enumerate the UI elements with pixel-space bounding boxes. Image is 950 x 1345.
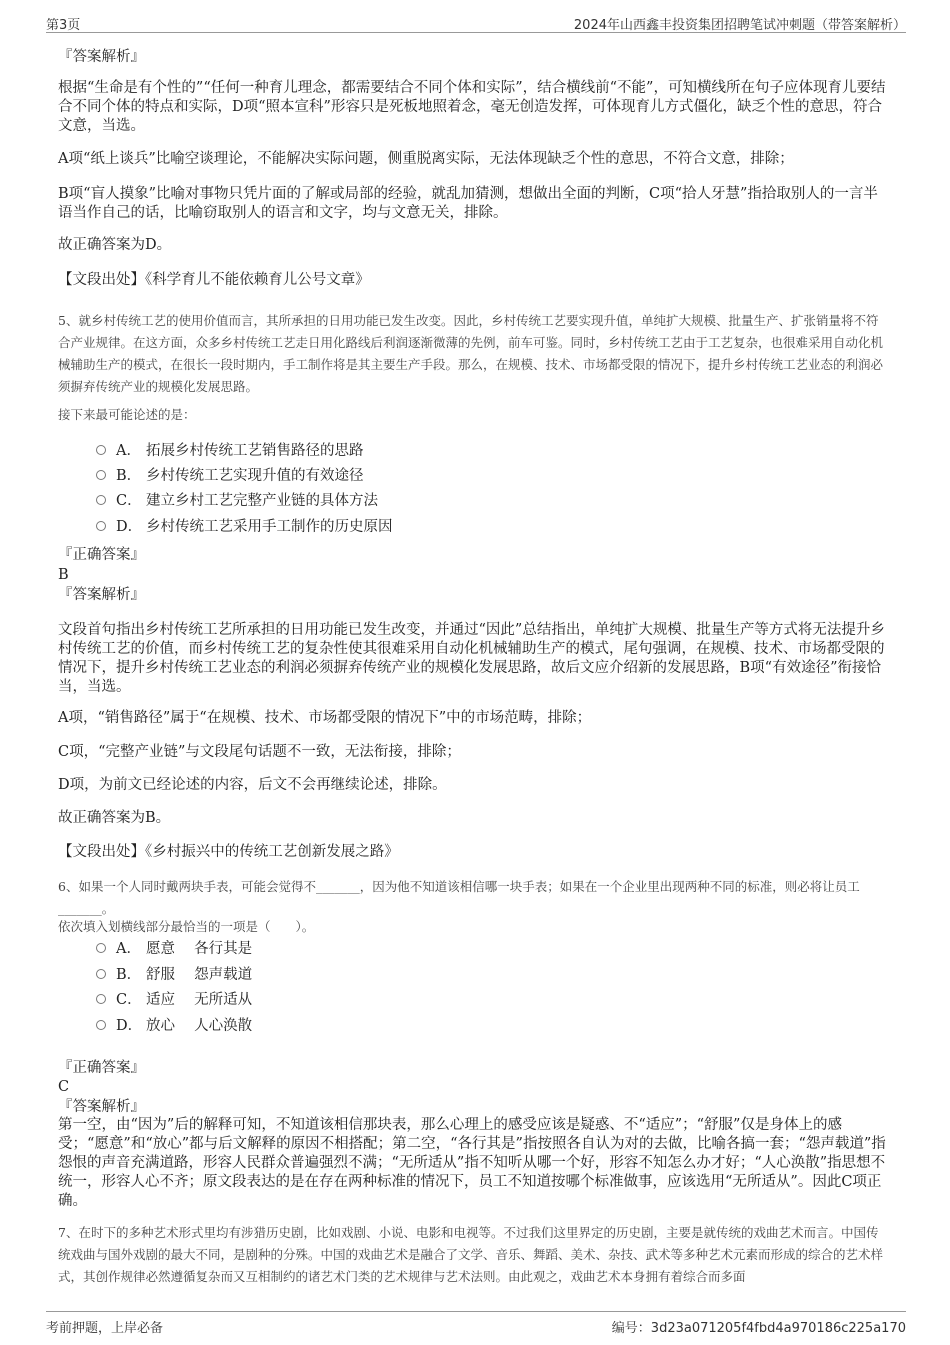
q6-prompt: 依次填入划横线部分最恰当的一项是（ ）。 xyxy=(58,919,315,934)
q5-option-a[interactable]: A． 拓展乡村传统工艺销售路径的思路 xyxy=(96,440,364,462)
q4-analysis-p3: B项“盲人摸象”比喻对事物只凭片面的了解或局部的经验，就乱加猜测，想做出全面的判断，C项“拾人牙慧”指拾取别人的一言半语当作自己的话，比喻窃取别人的语言和文字，均与文意无关，排除。 xyxy=(58,186,878,221)
q5-prompt: 接下来最可能论述的是： xyxy=(58,407,196,422)
page-number: 第3页 xyxy=(46,18,81,33)
q6-option-c[interactable]: C． 适应 无所适从 xyxy=(96,989,252,1011)
q5-analysis-p2: A项，“销售路径”属于“在规模、技术、市场都受限的情况下”中的市场范畴，排除； xyxy=(58,710,592,726)
radio-icon[interactable] xyxy=(96,969,106,979)
document-code: 编号：3d23a071205f4fbd4a970186c225a170 xyxy=(611,1321,906,1336)
q4-analysis-p2: A项“纸上谈兵”比喻空谈理论，不能解决实际问题，侧重脱离实际，无法体现缺乏个性的意思，不符合文意，排除； xyxy=(58,151,794,167)
radio-icon[interactable] xyxy=(96,1020,106,1030)
q4-analysis-p4: 故正确答案为D。 xyxy=(58,237,172,253)
q4-source: 【文段出处】《科学育儿不能依赖育儿公号文章》 xyxy=(58,272,370,288)
q6-analysis-label: 『答案解析』 xyxy=(58,1099,145,1115)
q6-analysis-p1: 第一空，由“因为”后的解释可知，不知道该相信那块表，那么心理上的感受应该是疑惑、不“适应”；“舒服”仅是身体上的感受；“愿意”和“放心”都与后文解释的原因不相搭配；第二空，“各行其是”指按照各自认为对的去做，比喻各搞一套；“怨声载道”指怨恨的声音充满道路，形容人民群众普遍强烈不满；“无所适从”指不知听从哪一个好，形容不知怎么办才好；“人心涣散”指思想不统一，形容人心不齐；原文段表达的是在存在两种标准的情况下，员工不知道按哪个标准做事，应该选用“无所适从”。因此C项正确。 xyxy=(58,1117,886,1209)
radio-icon[interactable] xyxy=(96,445,106,455)
radio-icon[interactable] xyxy=(96,495,106,505)
radio-icon[interactable] xyxy=(96,994,106,1004)
q4-analysis-label: 『答案解析』 xyxy=(58,49,145,65)
q6-stem: 6、如果一个人同时戴两块手表，可能会觉得不_______，因为他不知道该相信哪一块手表；如果在一个企业里出现两种不同的标准，则必将让员工_______。 xyxy=(58,879,860,916)
footer-slogan: 考前押题，上岸必备 xyxy=(46,1321,164,1336)
q5-option-d[interactable]: D． 乡村传统工艺采用手工制作的历史原因 xyxy=(96,516,393,538)
radio-icon[interactable] xyxy=(96,521,106,531)
q6-option-d[interactable]: D． 放心 人心涣散 xyxy=(96,1015,252,1037)
q5-option-c[interactable]: C． 建立乡村工艺完整产业链的具体方法 xyxy=(96,490,378,512)
q6-answer-label: 『正确答案』 xyxy=(58,1060,145,1076)
q5-answer: B xyxy=(58,567,69,583)
document-title: 2024年山西鑫丰投资集团招聘笔试冲刺题（带答案解析） xyxy=(573,18,906,33)
q6-option-a[interactable]: A． 愿意 各行其是 xyxy=(96,938,252,960)
q5-source: 【文段出处】《乡村振兴中的传统工艺创新发展之路》 xyxy=(58,844,399,860)
q7-stem: 7、在时下的多种艺术形式里均有涉猎历史剧，比如戏剧、小说、电影和电视等。不过我们这里界定的历史剧，主要是就传统的戏曲艺术而言。中国传统戏曲与国外戏剧的最大不同，是剧种的分殊。中国的戏曲艺术是融合了文学、音乐、舞蹈、美术、杂技、武术等多种艺术元素而形成的综合的艺术样式，其创作规律必然遵循复杂而又互相制约的诸艺术门类的艺术规律与艺术法则。由此观之，戏曲艺术本身拥有着综合而多面 xyxy=(58,1225,884,1284)
page-header xyxy=(46,12,906,33)
radio-icon[interactable] xyxy=(96,470,106,480)
q5-analysis-p3: C项，“完整产业链”与文段尾句话题不一致，无法衔接，排除； xyxy=(58,744,461,760)
q5-analysis-p4: D项，为前文已经论述的内容，后文不会再继续论述，排除。 xyxy=(58,777,447,793)
q5-analysis-label: 『答案解析』 xyxy=(58,587,145,603)
q5-stem: 5、就乡村传统工艺的使用价值而言，其所承担的日用功能已发生改变。因此，乡村传统工艺要实现升值，单纯扩大规模、批量生产、扩张销量将不符合产业规律。在这方面，众多乡村传统工艺走日用化路线后利润逐渐微薄的先例，前车可鉴。同时，乡村传统工艺由于工艺复杂，也很难采用自动化机械辅助生产的模式，在很长一段时期内，手工制作将是其主要生产手段。那么，在规模、技术、市场都受限的情况下，提升乡村传统工艺业态的利润必须摒弃传统产业的规模化发展思路。 xyxy=(58,313,884,394)
q4-analysis-p1: 根据“生命是有个性的”“任何一种育儿理念，都需要结合不同个体和实际”，结合横线前“不能”，可知横线所在句子应体现育儿要结合不同个体的特点和实际，D项“照本宣科”形容只是死板地照着念，毫无创造发挥，可体现育儿方式僵化，缺乏个性的意思，符合文意，当选。 xyxy=(58,80,886,134)
q5-answer-label: 『正确答案』 xyxy=(58,547,145,563)
page-footer xyxy=(46,1311,906,1334)
radio-icon[interactable] xyxy=(96,943,106,953)
q5-analysis-p5: 故正确答案为B。 xyxy=(58,810,171,826)
q5-option-b[interactable]: B． 乡村传统工艺实现升值的有效途径 xyxy=(96,465,364,487)
q5-analysis-p1: 文段首句指出乡村传统工艺所承担的日用功能已发生改变，并通过“因此”总结指出，单纯扩大规模、批量生产等方式将无法提升乡村传统工艺的价值，而乡村传统工艺的复杂性使其很难采用自动化机械辅助生产的模式，尾句强调，在规模、技术、市场都受限的情况下，提升乡村传统工艺业态的利润必须摒弃传统产业的规模化发展思路，故后文应介绍新的发展思路，B项“有效途径”衔接恰当，当选。 xyxy=(58,622,885,695)
q6-answer: C xyxy=(58,1079,70,1095)
q6-option-b[interactable]: B． 舒服 怨声载道 xyxy=(96,964,252,986)
